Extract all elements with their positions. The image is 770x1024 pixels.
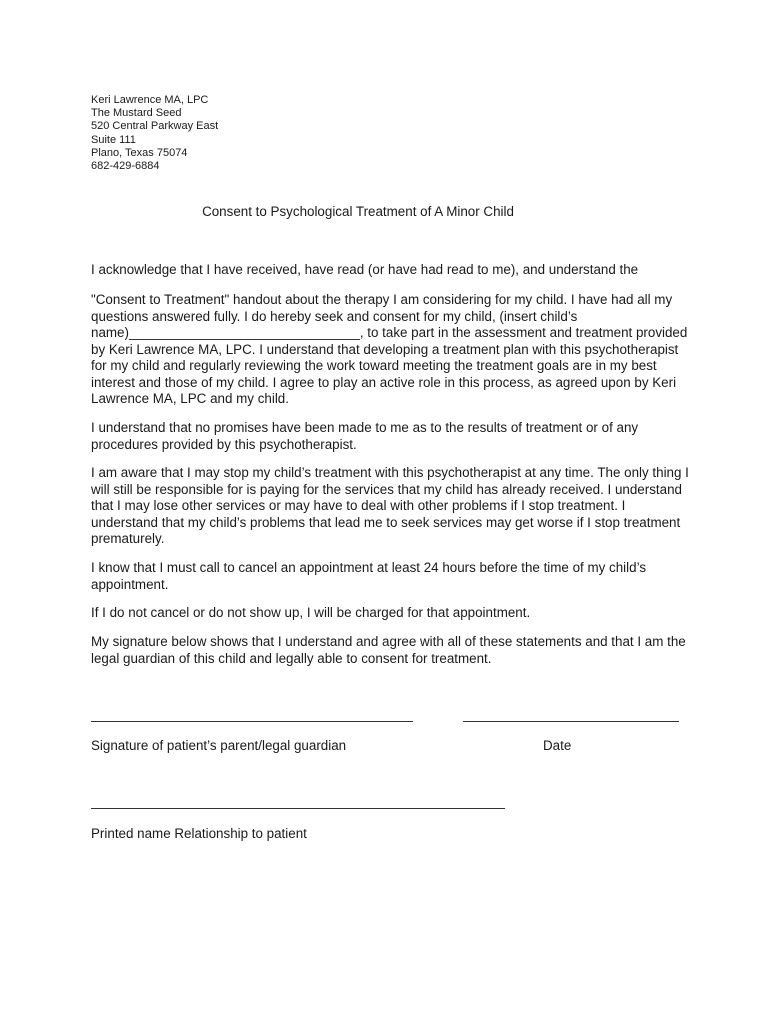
paragraph-stop-treatment	[91, 465, 691, 548]
document-title: Consent to Psychological Treatment of A Minor Child	[202, 204, 514, 219]
date-signature-line[interactable]	[463, 721, 679, 722]
paragraph-no-promises	[91, 420, 691, 453]
paragraph-cancel-policy	[91, 560, 691, 593]
paragraph-text: I am aware that I may stop my child’s treatment with this psychotherapist at any time. The only thing I will still be responsible for is paying for the services that my child has already received. I understand that I may lose other services or may have to deal with other problems if I stop treatment. I understand that my child’s problems that lead me to seek services may get worse if I stop treatment prematurely.	[91, 465, 689, 546]
paragraph-text: If I do not cancel or do not show up, I will be charged for that appointment.	[91, 605, 531, 620]
intro-text: I acknowledge that I have received, have read (or have had read to me), and understand the	[91, 262, 639, 277]
date-label: Date	[543, 738, 572, 753]
paragraph-no-show	[91, 605, 691, 622]
intro-line	[91, 262, 691, 279]
paragraph-signature-statement	[91, 634, 691, 667]
paragraph-text: My signature below shows that I understand and agree with all of these statements and that I am the legal guardian of this child and legally able to consent for treatment.	[91, 634, 686, 666]
paragraph-text: I know that I must call to cancel an appointment at least 24 hours before the time of my child’s appointment.	[91, 560, 647, 592]
letterhead-org: The Mustard Seed	[91, 107, 182, 120]
letterhead-suite: Suite 111	[91, 133, 136, 146]
paragraph-text: I understand that no promises have been made to me as to the results of treatment or of any procedures provided by this psychotherapist.	[91, 420, 639, 452]
paragraph-text: "Consent to Treatment" handout about the therapy I am considering for my child. I have had all my questions answered fully. I do hereby seek and consent for my child, (insert child’s name)_______________________________, to take part in the assessment and treatment provided by Keri Lawrence MA, LPC. I understand that developing a treatment plan with this psychotherapist for my child and regularly reviewing the work toward meeting the treatment goals are in my best interest and those of my child. I agree to play an active role in this process, as agreed upon by Keri Lawrence MA, LPC and my child.	[91, 292, 688, 406]
guardian-signature-label: Signature of patient’s parent/legal guardian	[91, 738, 347, 753]
guardian-signature-line[interactable]	[91, 721, 413, 722]
letterhead-name: Keri Lawrence MA, LPC	[91, 94, 209, 106]
letterhead-phone: 682-429-6884	[91, 160, 160, 173]
paragraph-consent-handout	[91, 292, 691, 408]
printed-name-line[interactable]	[91, 808, 505, 809]
letterhead	[91, 94, 218, 173]
printed-name-label: Printed name Relationship to patient	[91, 826, 307, 841]
letterhead-city: Plano, Texas 75074	[91, 146, 188, 159]
letterhead-street: 520 Central Parkway East	[91, 120, 219, 133]
